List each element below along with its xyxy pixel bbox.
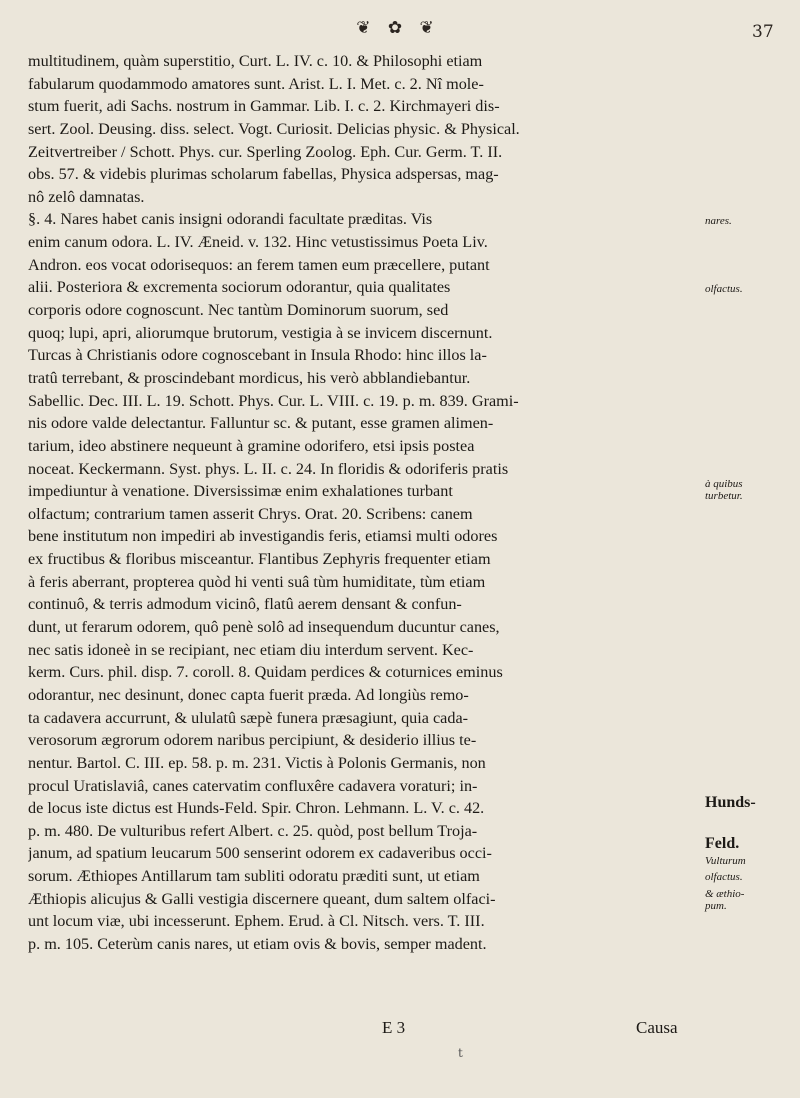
signature-mark: E 3 [382,1018,406,1037]
text-line: procul Uratislaviâ, canes catervatim confluxêre cadavera voraturi; in- [28,776,478,795]
text-line: nis odore valde delectantur. Falluntur sc. & putant, esse gramen alimen- [28,414,494,433]
text-line: obs. 57. & videbis plurimas scholarum fabellas, Physica adspersas, mag- [28,165,499,184]
margin-note: Vulturum [705,854,746,867]
text-line: à feris aberrant, propterea quòd hi venti suâ tùm humiditate, tùm etiam [28,572,486,591]
page-footer [0,1016,800,1046]
margin-note: olfactus. [705,871,743,884]
header-ornament: ❦ ✿ ❦ [356,18,440,38]
text-line: nentur. Bartol. C. III. ep. 58. p. m. 231. Victis à Polonis Germanis, non [28,753,486,772]
text-line: dunt, ut ferarum odorem, quô penè solô ad insequendum ducuntur canes, [28,618,500,637]
margin-note: & æthio- [705,888,745,901]
text-line: Æthiopis alicujus & Galli vestigia discernere queant, dum saltem olfaci- [28,889,496,908]
text-line: ex fructibus & floribus misceantur. Flantibus Zephyris frequenter etiam [28,550,491,569]
margin-note: turbetur. [705,490,743,503]
margin-note: pum. [705,900,727,913]
text-line: kerm. Curs. phil. disp. 7. coroll. 8. Quidam perdices & coturnices eminus [28,663,503,682]
text-line: tratû terrebant, & proscindebant mordicus, his verò abblandiebantur. [28,368,471,387]
text-line: multitudinem, quàm superstitio, Curt. L. IV. c. 10. & Philosophi etiam [28,52,483,70]
text-line: Turcas à Christianis odore cognoscebant in Insula Rhodo: hinc illos la- [28,346,487,365]
text-line: enim canum odora. L. IV. Æneid. v. 132. Hinc vetustissimus Poeta Liv. [28,233,488,252]
body-text [28,50,708,956]
text-line: p. m. 480. De vulturibus refert Albert. c. 25. quòd, post bellum Troja- [28,821,478,840]
margin-note: Feld. [705,835,740,853]
text-line: noceat. Keckermann. Syst. phys. L. II. c. 24. In floridis & odoriferis pratis [28,459,509,478]
text-line: impediuntur à venatione. Diversissimæ enim exhalationes turbant [28,482,453,501]
text-line: janum, ad spatium leucarum 500 senserint odorem ex cadaveribus occi- [28,844,492,863]
text-line: stum fuerit, adi Sachs. nostrum in Gammar. Lib. I. c. 2. Kirchmayeri dis- [28,97,500,116]
text-line: p. m. 105. Ceterùm canis nares, ut etiam ovis & bovis, semper madent. [28,934,487,953]
page-header [0,18,800,48]
margin-note: olfactus. [705,282,743,295]
text-line: sorum. Æthiopes Antillarum tam subliti odoratu præditi sunt, ut etiam [28,867,480,886]
text-line: nô zelô damnatas. [28,187,145,206]
text-line: olfactum; contrarium tamen asserit Chrys. Orat. 20. Scribens: canem [28,504,473,523]
text-line: §. 4. Nares habet canis insigni odorandi facultate præditas. Vis [28,210,433,229]
text-line: Andron. eos vocat odorisequos: an ferem tamen eum præcellere, putant [28,255,490,274]
text-line: bene institutum non impediri ab investigandis feris, etiamsi multi odores [28,527,498,546]
text-line: fabularum quodammodo amatores sunt. Arist. L. I. Met. c. 2. Nî mole- [28,74,484,93]
text-line: tarium, ideo abstinere nequeunt à gramine odorifero, etsi ipsis postea [28,436,475,455]
text-line: ta cadavera accurrunt, & ululatû sæpè funera præsagiunt, quia cada- [28,708,469,727]
margin-note: à quibus [705,478,743,491]
text-line: nec satis idoneè in se recipiant, nec etiam diu interdum servent. Kec- [28,640,474,659]
text-line: odorantur, nec desinunt, donec capta fuerit præda. Ad longiùs remo- [28,685,469,704]
catchword: Causa [636,1018,678,1037]
text-line: continuô, & terris admodum vicinô, flatû aerem densant & confun- [28,595,462,614]
text-line: de locus iste dictus est Hunds-Feld. Spir. Chron. Lehmann. L. V. c. 42. [28,799,485,818]
text-line: verosorum ægrorum odorem naribus percipiunt, & desiderio illius te- [28,731,477,750]
text-line: Sabellic. Dec. III. L. 19. Schott. Phys. Cur. L. VIII. c. 19. p. m. 839. Grami- [28,391,519,410]
text-line: corporis odore cognoscunt. Nec tantùm Dominorum suorum, sed [28,301,449,320]
text-line: sert. Zool. Deusing. diss. select. Vogt. Curiosit. Delicias physic. & Physical. [28,119,520,138]
bottom-mark: t [458,1046,463,1060]
margin-note: nares. [705,214,732,227]
text-line: quoq; lupi, apri, aliorumque brutorum, vestigia à se invicem discernunt. [28,323,493,342]
text-line: alii. Posteriora & excrementa sociorum odorantur, quia qualitates [28,278,451,297]
text-line: Zeitvertreiber / Schott. Phys. cur. Sperling Zoolog. Eph. Cur. Germ. T. II. [28,142,503,161]
margin-note: Hunds- [705,794,756,812]
text-line: unt locum viæ, ubi incesserunt. Ephem. Erud. à Cl. Nitsch. vers. T. III. [28,912,485,931]
page-number: 37 [752,22,774,42]
